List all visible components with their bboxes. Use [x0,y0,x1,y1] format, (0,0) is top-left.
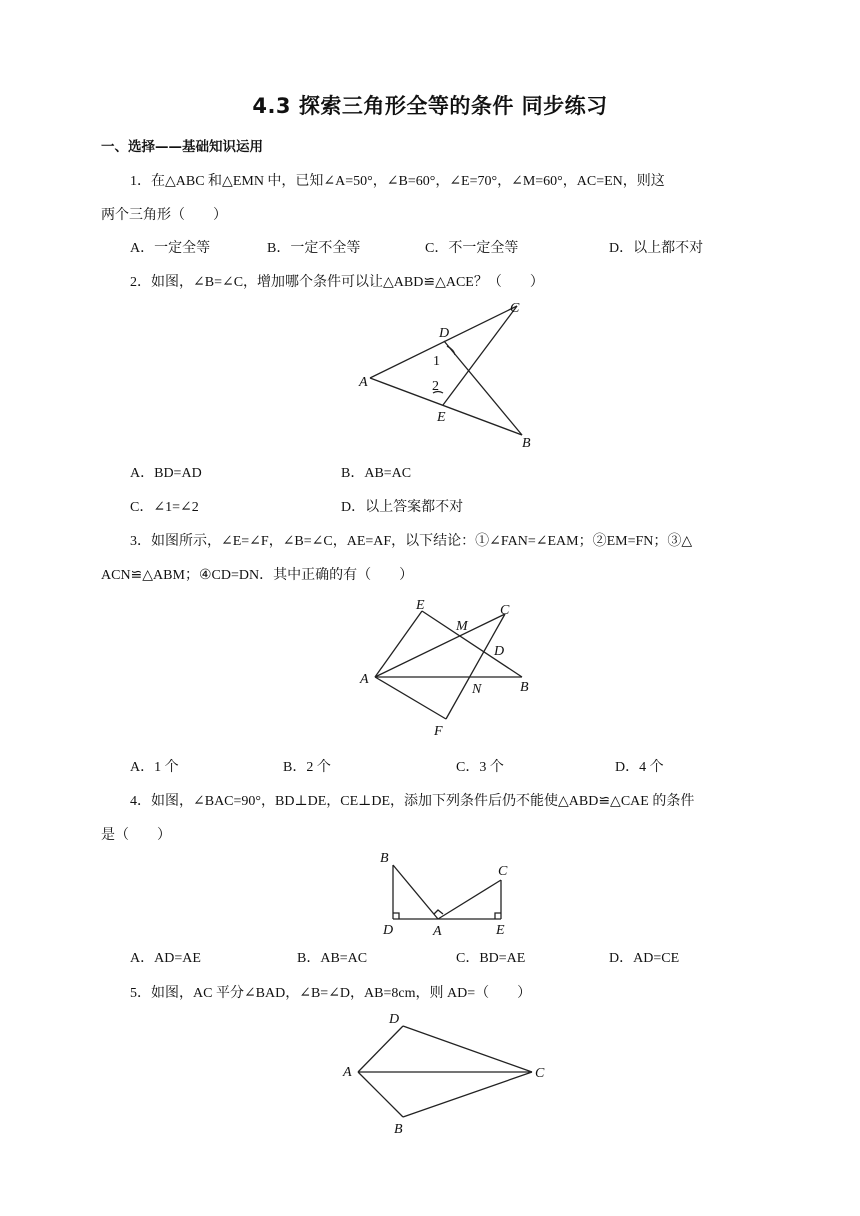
q4-label-c: C [498,864,508,879]
q4-label-b: B [380,851,389,866]
q1-option-b: B．一定不全等 [267,241,361,256]
q2-line1: 2．如图，∠B=∠C，增加哪个条件可以让△ABD≌△ACE？（ ） [130,275,544,290]
q5-segment-ab [358,1072,403,1117]
q3-label-f: F [434,724,443,739]
q5-label-b: B [394,1122,403,1137]
q2-label-b: B [522,436,531,451]
q2-figure [350,295,540,455]
q5-label-a: A [343,1065,352,1080]
q4-right-angle-e [495,913,501,919]
q2-label-1: 1 [433,354,440,369]
q5-segment-ad [358,1026,403,1072]
q1-option-d: D．以上都不对 [609,241,704,256]
q3-segment-af [375,677,446,719]
q3-segment-ae [375,611,422,677]
q3-option-d: D．4 个 [615,760,664,775]
q3-label-e: E [416,598,425,613]
q3-label-a: A [360,672,369,687]
q3-option-b: B．2 个 [283,760,331,775]
q1-line2: 两个三角形（ ） [101,208,227,223]
q5-segment-dc [403,1026,532,1072]
q3-line1: 3．如图所示，∠E=∠F，∠B=∠C，AE=AF，以下结论：①∠FAN=∠EAM；②EM=FN；③△ [130,534,693,549]
q4-label-a: A [433,924,442,939]
q3-label-b: B [520,680,529,695]
q4-right-angle-a [434,910,443,914]
q3-label-d: D [494,644,505,659]
q4-line1: 4．如图，∠BAC=90°，BD⊥DE，CE⊥DE，添加下列条件后仍不能使△ABD≌△CAE 的条件 [130,794,695,809]
section-heading: 一、选择——基础知识运用 [101,139,263,155]
q2-label-d: D [439,326,450,341]
q4-option-c: C．BD=AE [456,951,526,966]
q3-segment-eb [422,611,522,677]
q5-figure [335,1005,560,1145]
q1-option-c: C．不一定全等 [425,241,519,256]
q2-label-c: C [510,301,520,316]
q4-right-angle-d [393,913,399,919]
q4-option-d: D．AD=CE [609,951,680,966]
q2-label-2: 2 [432,379,439,394]
q3-figure [350,595,550,745]
q2-option-d: D．以上答案都不对 [341,500,464,515]
q4-segment-ac [438,880,501,919]
q2-option-a: A．BD=AD [130,466,202,481]
q4-option-b: B．AB=AC [297,951,368,966]
q4-label-d: D [383,923,394,938]
q5-label-c: C [535,1066,545,1081]
q4-line2: 是（ ） [101,828,171,843]
q2-segment-ab [370,378,522,435]
q3-label-n: N [472,682,482,697]
q3-option-a: A．1 个 [130,760,179,775]
q3-option-c: C．3 个 [456,760,504,775]
q3-label-c: C [500,603,510,618]
q2-option-c: C．∠1=∠2 [130,500,199,515]
q2-segment-ce [443,306,517,405]
q5-line1: 5．如图，AC 平分∠BAD，∠B=∠D，AB=8cm，则 AD=（ ） [130,986,532,1001]
q4-segment-ba [393,865,438,919]
page-title: 4.3 探索三角形全等的条件 同步练习 [252,94,608,118]
q2-label-a: A [359,375,368,390]
q5-label-d: D [389,1012,400,1027]
q3-segment-fc [446,614,505,719]
q2-option-b: B．AB=AC [341,466,412,481]
q4-label-e: E [496,923,505,938]
q5-segment-bc [403,1072,532,1117]
q2-segment-ac [370,306,517,378]
q2-label-e: E [437,410,446,425]
q3-line2: ACN≌△ABM；④CD=DN．其中正确的有（ ） [101,568,414,583]
q1-line1: 1．在△ABC 和△EMN 中，已知∠A=50°，∠B=60°，∠E=70°，∠M=60°，AC=EN，则这 [130,174,665,189]
q3-label-m: M [456,619,468,634]
q4-option-a: A．AD=AE [130,951,201,966]
q4-figure [375,845,525,940]
q1-option-a: A．一定全等 [130,241,211,256]
